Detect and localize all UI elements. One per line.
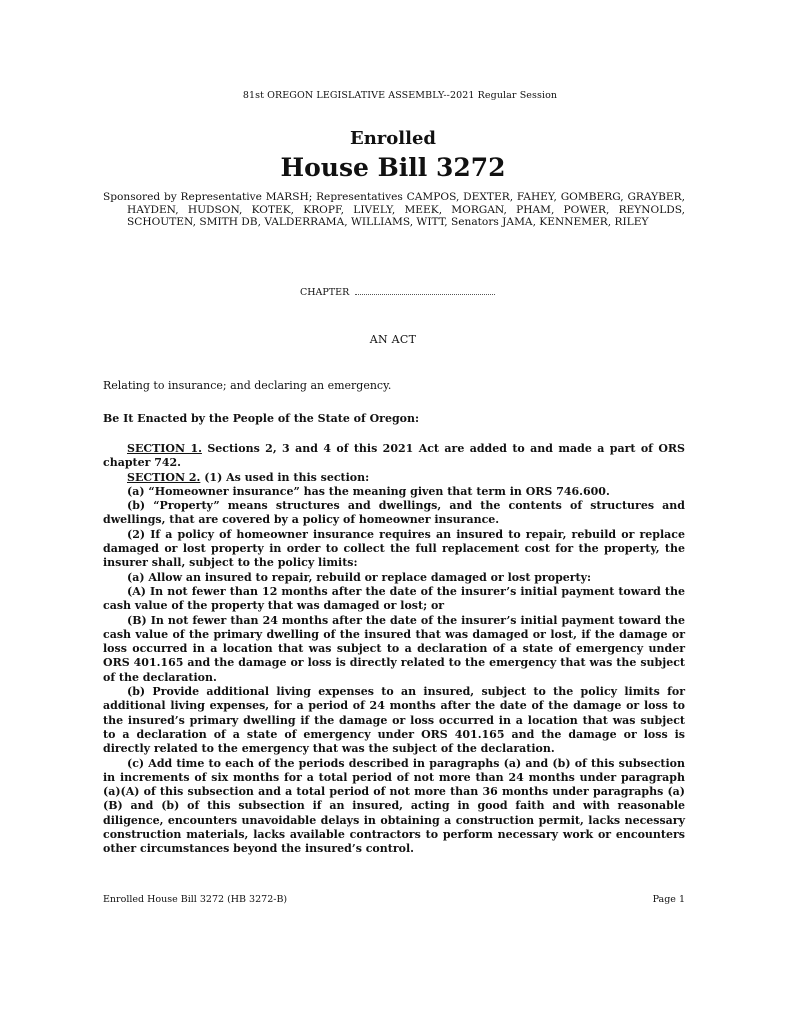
footer-page-number: Page 1 (652, 894, 685, 905)
chapter-dotted-line (355, 288, 495, 295)
subparagraph-2aB: (B) In not fewer than 24 months after the date of the insurer’s initial payment toward the cash value of the primary dwelling of the insured that was damaged or lost, if the damage or loss occurred in a location that was subject to a declaration of a state of emergency under ORS 401.165 and the damage or loss is directly related to the emergency that was the subject of the declaration. (103, 613, 685, 684)
relating-clause: Relating to insurance; and declaring an emergency. (103, 379, 392, 392)
paragraph-2a: (a) Allow an insured to repair, rebuild or replace damaged or lost property: (127, 570, 592, 584)
paragraph-1b: (b) “Property” means structures and dwellings, and the contents of structures and dwellings, that are covered by a policy of homeowner insurance. (103, 499, 685, 527)
act-heading: AN ACT (369, 333, 417, 346)
session-heading: 81st OREGON LEGISLATIVE ASSEMBLY--2021 Regular Session (242, 90, 558, 101)
subparagraph-2aA: (A) In not fewer than 12 months after the date of the insurer’s initial payment toward the cash value of the property that was damaged or lost; or (103, 584, 685, 613)
bill-body (103, 442, 685, 857)
sponsors-text: Sponsored by Representative MARSH; Representatives CAMPOS, DEXTER, FAHEY, GOMBERG, GRAYBER, HAYDEN, HUDSON, KOTEK, KROPF, LIVELY, MEEK, MORGAN, PHAM, POWER, REYNOLDS, SCHOUTEN, SMITH DB, VALDERRAMA, WILLIAMS, WITT, Senators JAMA, KENNEMER, RILEY (103, 191, 685, 228)
section-1-text: Sections 2, 3 and 4 of this 2021 Act are added to and made a part of ORS chapter 742. (103, 442, 685, 470)
chapter-line (300, 287, 495, 298)
section-2 (103, 471, 685, 485)
paragraph-1a: (a) “Homeowner insurance” has the meaning given that term in ORS 746.600. (127, 484, 610, 498)
section-2-text: (1) As used in this section: (200, 470, 370, 484)
subsection-2: (2) If a policy of homeowner insurance requires an insured to repair, rebuild or replace damaged or lost property in order to collect the full replacement cost for the property, the insurer shall, subject to the policy limits: (103, 527, 685, 570)
enacting-clause: Be It Enacted by the People of the State of Oregon: (103, 412, 420, 425)
footer-bill-id: Enrolled House Bill 3272 (HB 3272-B) (103, 894, 288, 905)
section-1-label: SECTION 1. (127, 442, 202, 455)
paragraph-2c: (c) Add time to each of the periods described in paragraphs (a) and (b) of this subsection in increments of six months for a total period of not more than 24 months under paragraph (a)(A) of this subsection and a total period of not more than 36 months under paragraphs (a)(B) and (b) of this subsection if an insured, acting in good faith and with reasonable diligence, encounters unavoidable delays in obtaining a construction permit, lacks necessary construction materials, lacks available contractors to perform necessary work or encounters other circumstances beyond the insured’s control. (103, 756, 685, 856)
section-1 (103, 442, 685, 471)
enrolled-label: Enrolled (349, 128, 436, 149)
section-2-label: SECTION 2. (127, 470, 201, 484)
paragraph-2b: (b) Provide additional living expenses to an insured, subject to the policy limits for additional living expenses, for a period of 24 months after the date of the damage or loss to the insured’s primary dwelling if the damage or loss occurred in a location that was subject to a declaration of a state of emergency under ORS 401.165 and the damage or loss is directly related to the emergency that was the subject of the declaration. (103, 685, 685, 756)
chapter-label: CHAPTER (300, 287, 350, 298)
bill-title: House Bill 3272 (280, 153, 506, 182)
sponsors-block (103, 191, 685, 229)
